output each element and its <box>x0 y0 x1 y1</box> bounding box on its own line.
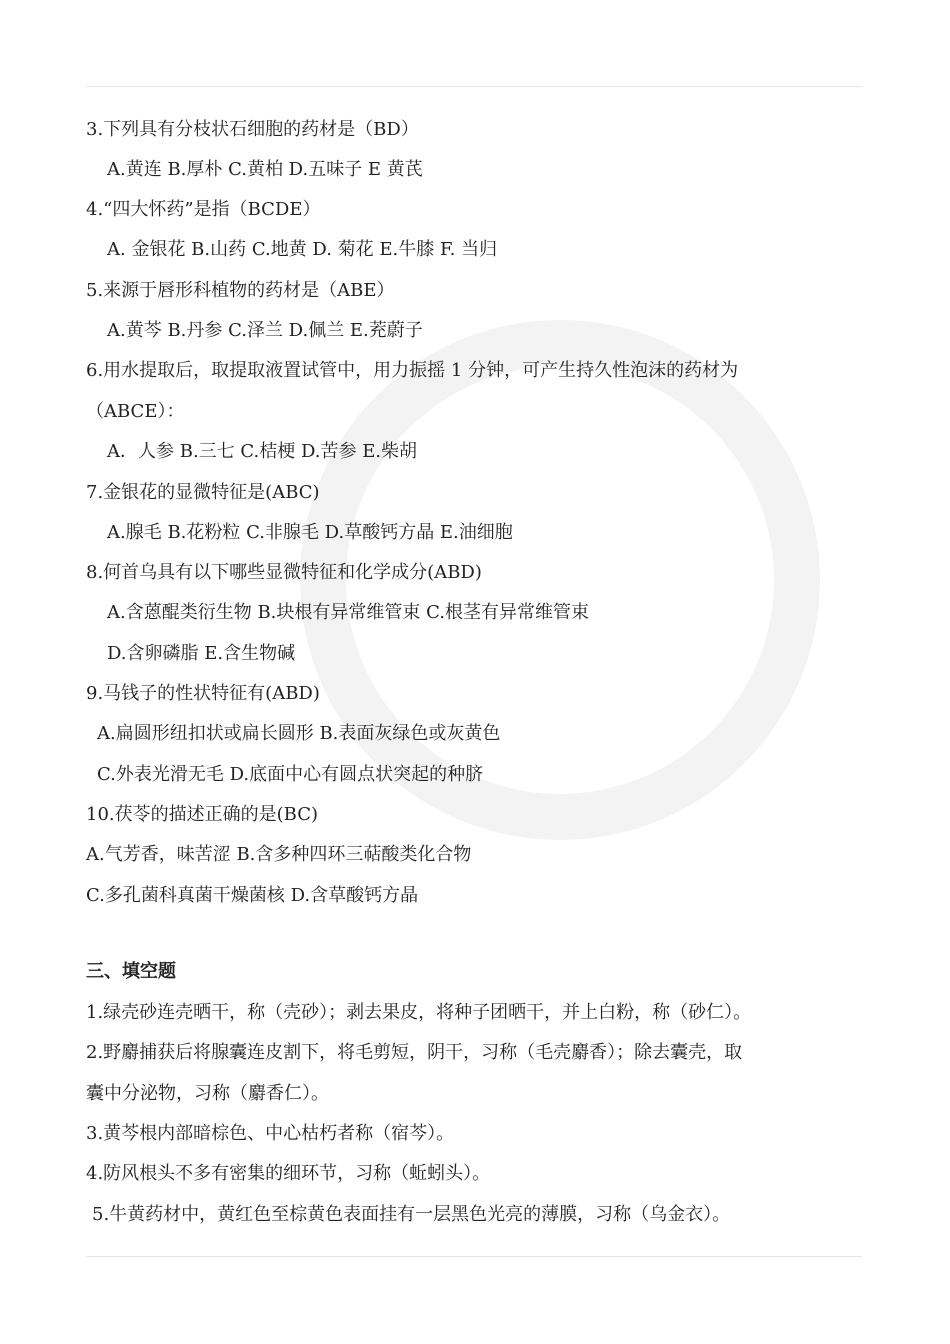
q6-stem-line2: （ABCE）： <box>86 401 185 422</box>
q8-stem: 8.何首乌具有以下哪些显微特征和化学成分(ABD) <box>86 562 482 583</box>
q6-options: A．人参 B.三七 C.桔梗 D.苦参 E.柴胡 <box>107 441 418 462</box>
fill-item-4: 4.防风根头不多有密集的细环节，习称（蚯蚓头）。 <box>86 1163 491 1184</box>
q8-options-line1: A.含蒽醌类衍生物 B.块根有异常维管束 C.根茎有异常维管束 <box>107 602 589 623</box>
q9-options-line1: A.扁圆形纽扣状或扁长圆形 B.表面灰绿色或灰黄色 <box>97 723 501 744</box>
q4-stem: 4.“四大怀药”是指（BCDE） <box>86 199 321 220</box>
q3-stem: 3.下列具有分枝状石细胞的药材是（BD） <box>86 119 419 140</box>
q10-options-line2: C.多孔菌科真菌干燥菌核 D.含草酸钙方晶 <box>86 885 419 906</box>
q5-options: A.黄芩 B.丹参 C.泽兰 D.佩兰 E.茺蔚子 <box>107 320 423 341</box>
q8-options-line2: D.含卵磷脂 E.含生物碱 <box>107 643 296 664</box>
fill-item-3: 3.黄芩根内部暗棕色、中心枯朽者称（宿芩）。 <box>86 1123 455 1144</box>
footer-rule <box>86 1256 862 1257</box>
q10-stem: 10.茯苓的描述正确的是(BC) <box>86 804 319 825</box>
q6-stem-line1: 6.用水提取后，取提取液置试管中，用力振摇 1 分钟，可产生持久性泡沫的药材为 <box>86 360 739 381</box>
section-heading-fill-in: 三、填空题 <box>86 961 176 982</box>
q9-stem: 9.马钱子的性状特征有(ABD) <box>86 683 320 704</box>
fill-item-2-line2: 囊中分泌物，习称（麝香仁）。 <box>86 1083 329 1104</box>
q4-options: A. 金银花 B.山药 C.地黄 D. 菊花 E.牛膝 F. 当归 <box>107 239 498 260</box>
q7-options: A.腺毛 B.花粉粒 C.非腺毛 D.草酸钙方晶 E.油细胞 <box>107 522 513 543</box>
header-rule <box>86 86 862 87</box>
q7-stem: 7.金银花的显微特征是(ABC) <box>86 482 320 503</box>
fill-item-2-line1: 2.野麝捕获后将腺囊连皮割下，将毛剪短，阴干，习称（毛壳麝香）；除去囊壳，取 <box>86 1042 743 1063</box>
q10-options-line1: A.气芳香，味苦涩 B.含多种四环三萜酸类化合物 <box>86 844 472 865</box>
q9-options-line2: C.外表光滑无毛 D.底面中心有圆点状突起的种脐 <box>97 764 484 785</box>
q3-options: A.黄连 B.厚朴 C.黄柏 D.五味子 E 黄芪 <box>107 159 423 180</box>
fill-item-5: 5.牛黄药材中，黄红色至棕黄色表面挂有一层黑色光亮的薄膜，习称（乌金衣）。 <box>92 1204 731 1225</box>
fill-item-1: 1.绿壳砂连壳晒干，称（壳砂）；剥去果皮，将种子团晒干，并上白粉，称（砂仁）。 <box>86 1002 752 1023</box>
q5-stem: 5.来源于唇形科植物的药材是（ABE） <box>86 280 395 301</box>
